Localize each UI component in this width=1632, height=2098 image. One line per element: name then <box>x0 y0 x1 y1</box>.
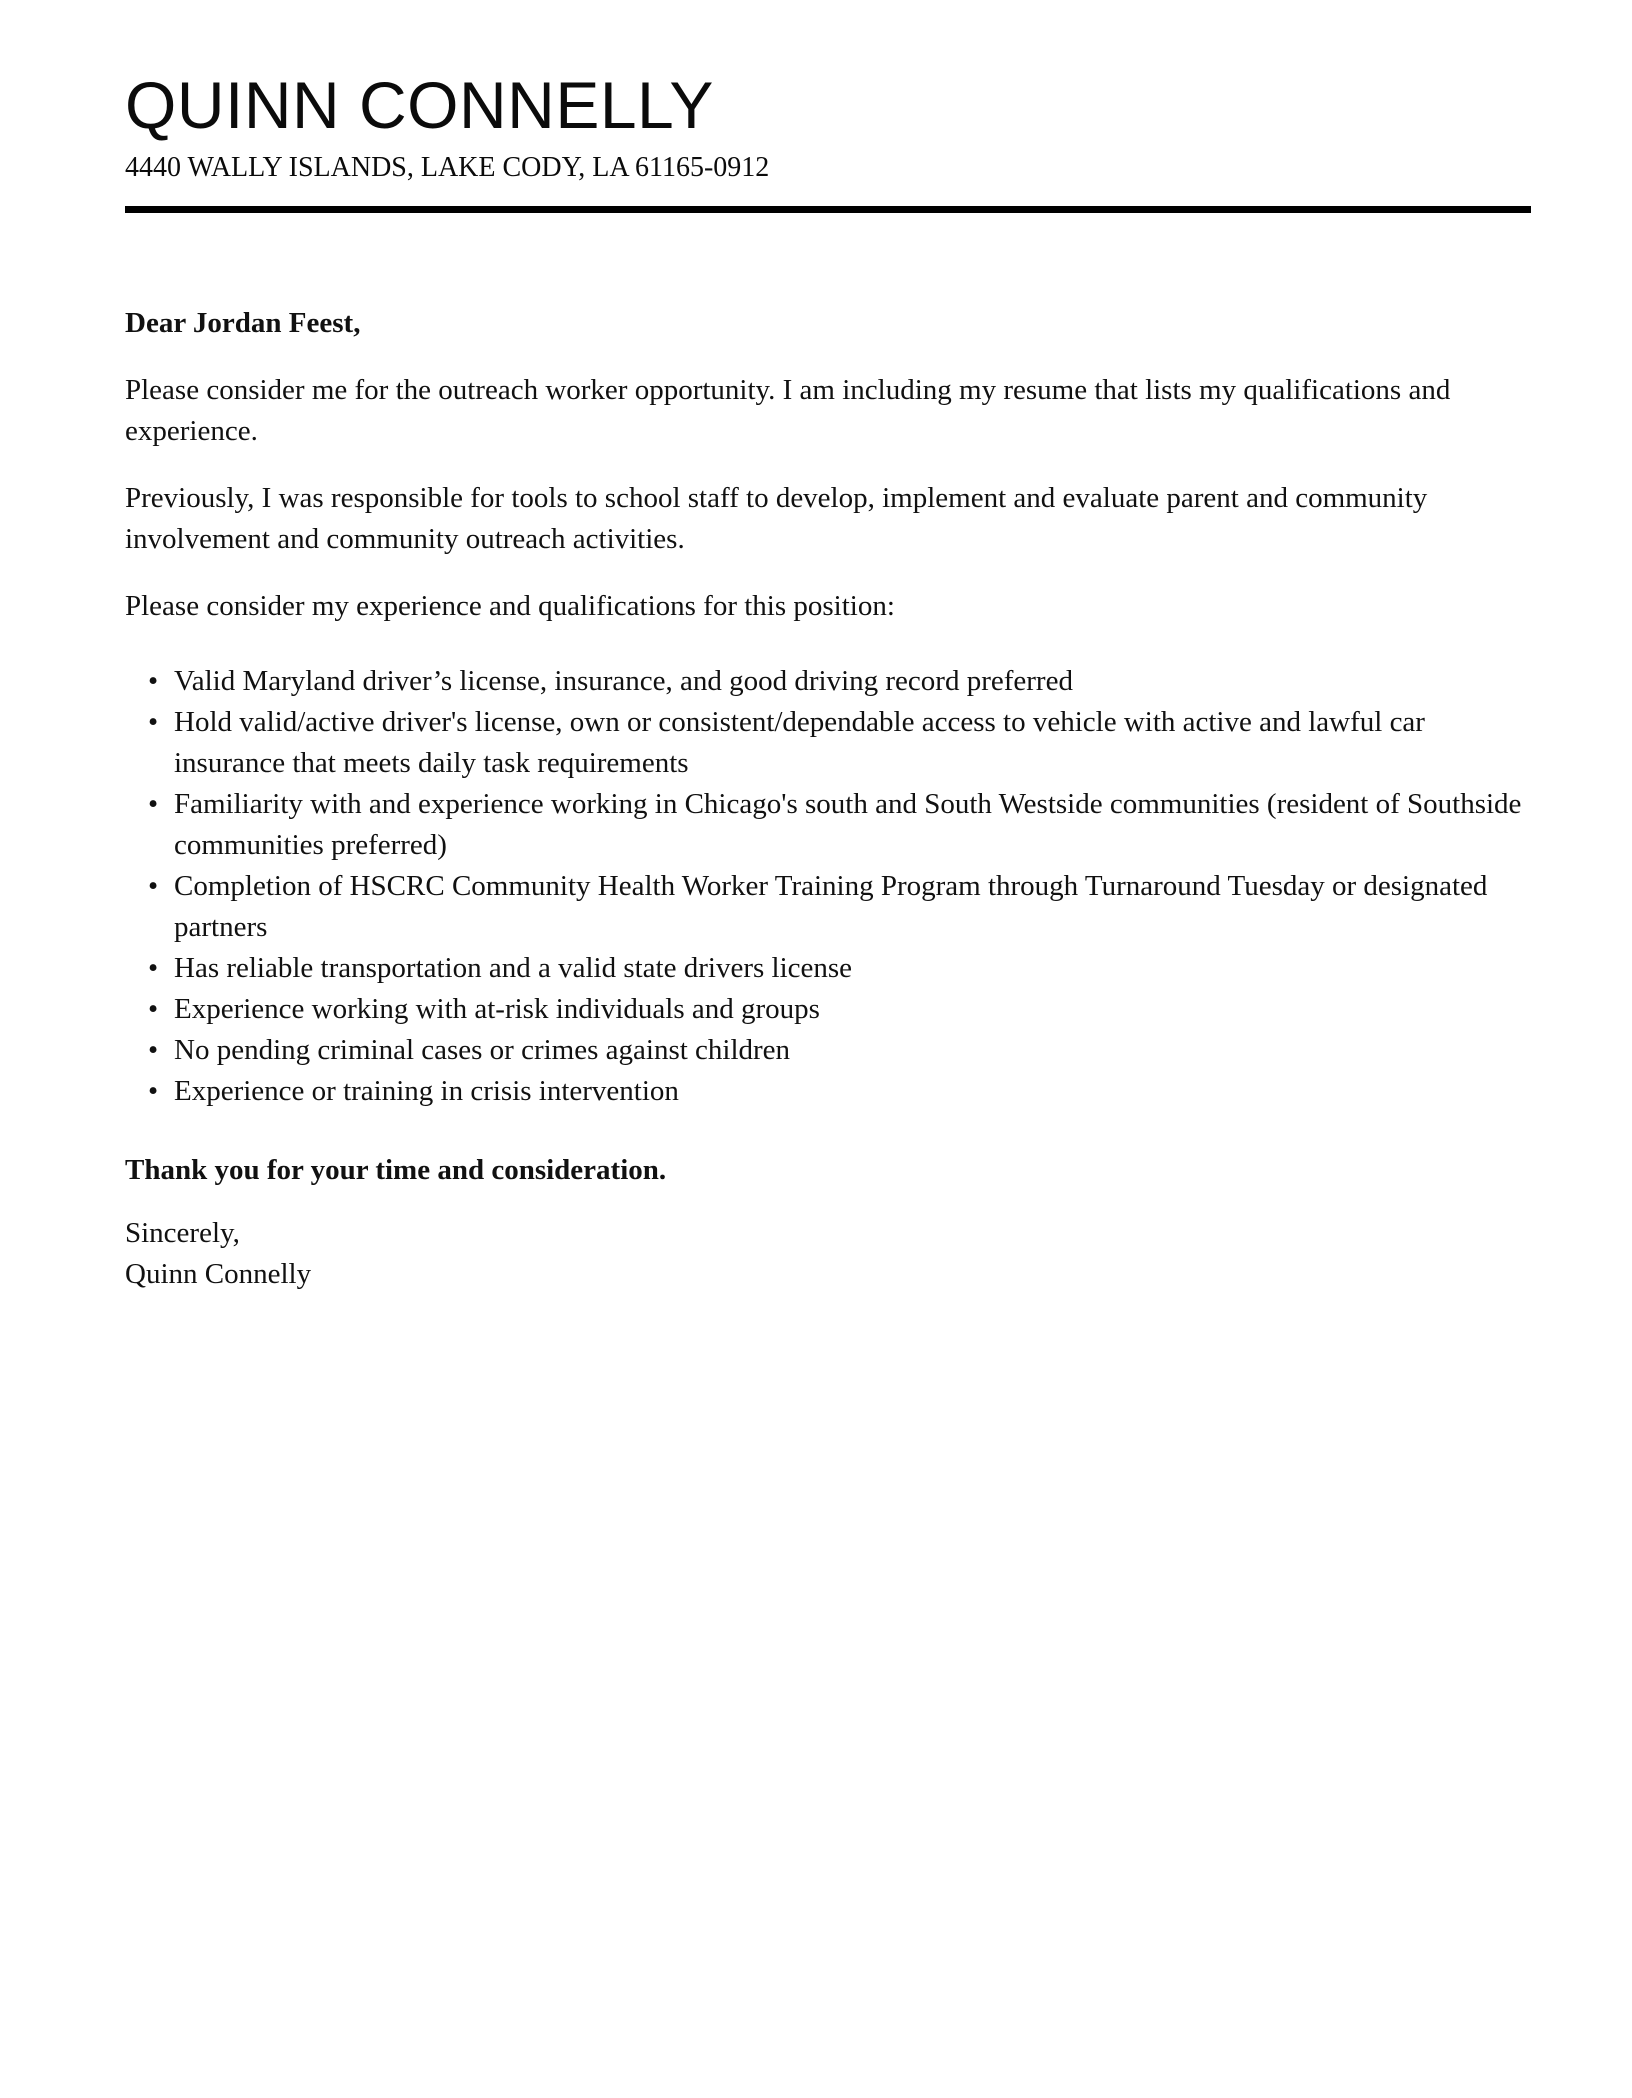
signoff: Sincerely, <box>125 1217 240 1249</box>
list-item: • Completion of HSCRC Community Health Worker Training Program through Turnaround Tuesday or designated partners <box>174 866 1531 948</box>
header-divider <box>125 206 1531 213</box>
signature-name: Quinn Connelly <box>125 1258 312 1290</box>
page-title: QUINN CONNELLY <box>125 68 714 142</box>
list-item: • Familiarity with and experience working in Chicago's south and South Westside communities (resident of Southside communities preferred) <box>174 784 1531 866</box>
salutation: Dear Jordan Feest, <box>125 307 361 339</box>
list-item: • Hold valid/active driver's license, own or consistent/dependable access to vehicle with active and lawful car insurance that meets daily task requirements <box>174 702 1531 784</box>
paragraph-intro: Please consider me for the outreach worker opportunity. I am including my resume that lists my qualifications and experience. <box>125 374 1451 447</box>
signature-block <box>125 1213 1531 1295</box>
list-item: • Experience or training in crisis intervention <box>174 1071 1531 1112</box>
list-item: • Experience working with at-risk individuals and groups <box>174 989 1531 1030</box>
closing-statement: Thank you for your time and consideration. <box>125 1154 667 1186</box>
letter-header <box>125 0 1531 213</box>
letter-body <box>125 303 1531 1295</box>
sender-address: 4440 WALLY ISLANDS, LAKE CODY, LA 61165-0912 <box>125 152 770 183</box>
paragraph-qualifications-lead: Please consider my experience and qualifications for this position: <box>125 590 895 622</box>
paragraph-experience: Previously, I was responsible for tools to school staff to develop, implement and evaluate parent and community involvement and community outreach activities. <box>125 482 1428 555</box>
list-item: • Valid Maryland driver’s license, insurance, and good driving record preferred <box>174 661 1531 702</box>
qualifications-list <box>125 661 1531 1112</box>
list-item: • No pending criminal cases or crimes against children <box>174 1030 1531 1071</box>
list-item: • Has reliable transportation and a valid state drivers license <box>174 948 1531 989</box>
